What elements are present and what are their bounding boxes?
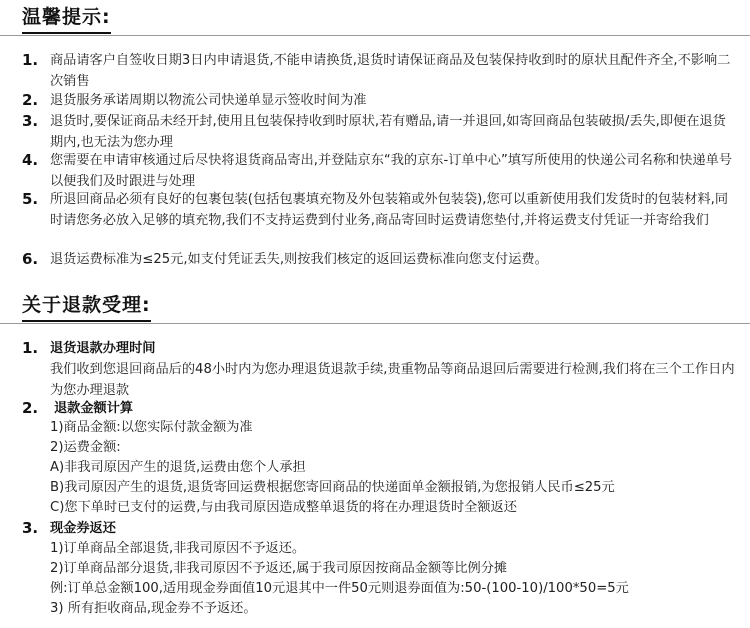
list-item: 例:订单总金额100,适用现金券面值10元退其中一件50元则退券面值为:50-(100-10)/100*50=5元 [50, 581, 629, 596]
section-title: 现金券返还 [50, 521, 116, 536]
list-item: 3) 所有拒收商品,现金券不予返还。 [50, 601, 257, 616]
list-item: A)非我司原因产生的退货,运费由您个人承担 [50, 460, 306, 475]
notice-item: 4. 您需要在申请审核通过后尽快将退货商品寄出,并登陆京东“我的京东-订单中心”填写所使用的快递公司名称和快递单号以便我们及时跟进与处理 [22, 151, 732, 189]
list-item: C)您下单时已支付的运费,与由我司原因造成整单退货的将在办理退货时全额返还 [50, 500, 517, 515]
refund-section-time: 1. 退货退款办理时间 我们收到您退回商品后的48小时内为您办理退货退款手续,贵重物品等商品退回后需要进行检测,我们将在三个工作日内为您办理退款 [22, 338, 737, 401]
refund-section-coupon: 3. 现金券返还 [22, 518, 737, 539]
notice-item: 3. 退货时,要保证商品未经开封,使用且包装保持收到时原状,若有赠品,请一并退回,如寄回商品包装破损/丢失,即便在退货期内,也无法为您办理 [22, 112, 726, 150]
refund-section-amount: 2. 退款金额计算 [22, 398, 737, 419]
refund-heading: 关于退款受理: [22, 294, 151, 322]
notice-heading: 温馨提示: [22, 6, 111, 34]
divider [0, 323, 750, 324]
list-item: 2)订单商品部分退货,非我司原因不予返还,属于我司原因按商品金额等比例分摊 [50, 561, 508, 576]
divider [0, 35, 750, 36]
notice-item: 2. 退货服务承诺周期以物流公司快递单显示签收时间为准 [22, 91, 367, 109]
notice-item: 1. 商品请客户自签收日期3日内申请退货,不能申请换货,退货时请保证商品及包装保持收到时的原状且配件齐全,不影响二次销售 [22, 51, 731, 89]
list-item: 2)运费金额: [50, 440, 121, 455]
list-item: 1)订单商品全部退货,非我司原因不予返还。 [50, 541, 306, 556]
list-item: 1)商品金额:以您实际付款金额为准 [50, 420, 253, 435]
section-title: 退款金额计算 [54, 401, 134, 416]
section-title: 退货退款办理时间 [50, 341, 156, 356]
list-item: B)我司原因产生的退货,退货寄回运费根据您寄回商品的快递面单金额报销,为您报销人民币≤25元 [50, 480, 615, 495]
notice-item: 5. 所退回商品必须有良好的包裹包装(包括包裹填充物及外包装箱或外包装袋),您可以重新使用我们发货时的包装材料,同时请您务必放入足够的填充物,我们不支持运费到付业务,商品寄回时运费请您垫付,并将运费支付凭证一并寄给我们 [22, 190, 729, 228]
notice-item: 6. 退货运费标准为≤25元,如支付凭证丢失,则按我们核定的返回运费标准向您支付运费。 [22, 250, 548, 268]
